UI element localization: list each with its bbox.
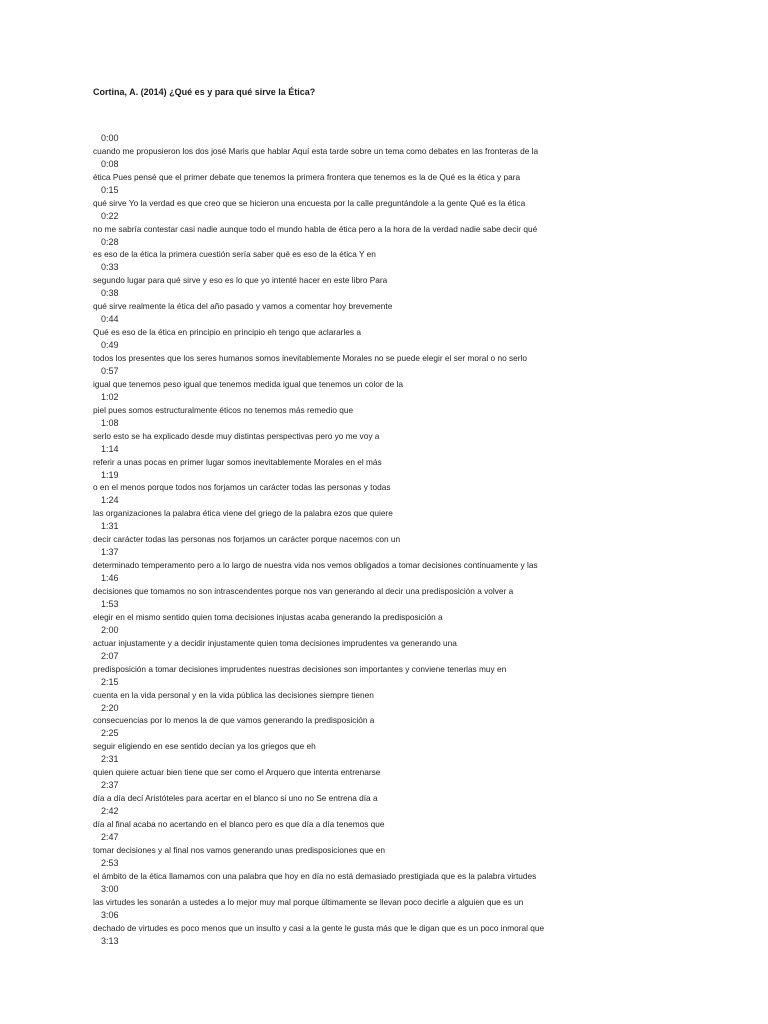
timestamp: 2:25 bbox=[101, 728, 119, 739]
transcript-entry bbox=[93, 805, 733, 831]
timestamp: 0:22 bbox=[101, 210, 119, 221]
transcript-entry bbox=[93, 779, 733, 805]
transcript bbox=[93, 132, 733, 961]
transcript-entry bbox=[93, 598, 733, 624]
timestamp: 1:02 bbox=[101, 391, 119, 402]
transcript-line: tomar decisiones y al final nos vamos generando unas predisposiciones que en bbox=[93, 844, 385, 855]
timestamp: 0:57 bbox=[101, 366, 119, 377]
transcript-line: cuenta en la vida personal y en la vida pública las decisiones siempre tienen bbox=[93, 689, 374, 700]
timestamp: 1:46 bbox=[101, 573, 119, 584]
timestamp: 1:31 bbox=[101, 521, 119, 532]
transcript-entry bbox=[93, 158, 733, 184]
transcript-line: actuar injustamente y a decidir injustamente quien toma decisiones imprudentes va generando una bbox=[93, 637, 457, 648]
transcript-line: qué sirve realmente la ética del año pasado y vamos a comentar hoy brevemente bbox=[93, 301, 393, 312]
transcript-entry bbox=[93, 624, 733, 650]
transcript-entry bbox=[93, 572, 733, 598]
transcript-entry bbox=[93, 313, 733, 339]
transcript-line: el ámbito de la ética llamamos con una palabra que hoy en día no está demasiado prestigiada que es la palabra virtudes bbox=[93, 870, 537, 881]
transcript-line: las organizaciones la palabra ética viene del griego de la palabra ezos que quiere bbox=[93, 508, 393, 519]
timestamp: 3:06 bbox=[101, 909, 119, 920]
transcript-entry bbox=[93, 520, 733, 546]
transcript-entry bbox=[93, 391, 733, 417]
timestamp: 2:07 bbox=[101, 650, 119, 661]
transcript-line: no me sabría contestar casi nadie aunque todo el mundo habla de ética pero a la hora de la verdad nadie sabe decir qué bbox=[93, 223, 538, 234]
timestamp: 2:20 bbox=[101, 702, 119, 713]
timestamp: 0:00 bbox=[101, 133, 119, 143]
timestamp: 0:44 bbox=[101, 314, 119, 325]
timestamp: 2:47 bbox=[101, 832, 119, 843]
timestamp: 2:37 bbox=[101, 780, 119, 791]
transcript-entry bbox=[93, 546, 733, 572]
transcript-line: Qué es eso de la ética en principio en principio eh tengo que aclararles a bbox=[93, 327, 361, 338]
transcript-line: seguir eligiendo en ese sentido decían ya los griegos que eh bbox=[93, 741, 316, 752]
timestamp: 2:31 bbox=[101, 754, 119, 765]
transcript-line: elegir en el mismo sentido quien toma decisiones injustas acaba generando la predisposición a bbox=[93, 611, 443, 622]
transcript-entry bbox=[93, 132, 733, 158]
transcript-line: cuando me propusieron los dos josé Maris que hablar Aquí esta tarde sobre un tema como debates en las fronteras de la bbox=[93, 145, 539, 156]
transcript-entry bbox=[93, 365, 733, 391]
transcript-entry bbox=[93, 236, 733, 262]
timestamp: 1:14 bbox=[101, 443, 119, 454]
transcript-line: serlo esto se ha explicado desde muy distintas perspectivas pero yo me voy a bbox=[93, 430, 380, 441]
timestamp: 0:28 bbox=[101, 236, 119, 247]
timestamp: 0:49 bbox=[101, 340, 119, 351]
transcript-entry bbox=[93, 469, 733, 495]
transcript-entry bbox=[93, 753, 733, 779]
transcript-line: referir a unas pocas en primer lugar somos inevitablemente Morales en el más bbox=[93, 456, 382, 467]
timestamp: 0:15 bbox=[101, 184, 119, 195]
transcript-line: determinado temperamento pero a lo largo de nuestra vida nos vemos obligados a tomar decisiones continuamente y las bbox=[93, 560, 538, 571]
timestamp: 1:37 bbox=[101, 547, 119, 558]
transcript-entry bbox=[93, 650, 733, 676]
transcript-line: dechado de virtudes es poco menos que un insulto y casi a la gente le gusta más que le digan que es un poco inmoral que bbox=[93, 922, 545, 933]
transcript-entry bbox=[93, 287, 733, 313]
transcript-entry bbox=[93, 443, 733, 469]
timestamp: 0:33 bbox=[101, 262, 119, 273]
transcript-entry bbox=[93, 935, 733, 961]
timestamp: 2:00 bbox=[101, 624, 119, 635]
transcript-entry bbox=[93, 831, 733, 857]
transcript-entry bbox=[93, 339, 733, 365]
transcript-entry bbox=[93, 417, 733, 443]
transcript-line: día al final acaba no acertando en el blanco pero es que día a día tenemos que bbox=[93, 819, 385, 830]
transcript-line: consecuencias por lo menos la de que vamos generando la predisposición a bbox=[93, 715, 375, 726]
timestamp: 1:08 bbox=[101, 417, 119, 428]
timestamp: 0:08 bbox=[101, 158, 119, 169]
timestamp: 2:42 bbox=[101, 806, 119, 817]
timestamp: 3:13 bbox=[101, 935, 119, 946]
transcript-line: quien quiere actuar bien tiene que ser como el Arquero que intenta entrenarse bbox=[93, 767, 381, 778]
transcript-line: segundo lugar para qué sirve y eso es lo que yo intenté hacer en este libro Para bbox=[93, 275, 388, 286]
transcript-line: predisposición a tomar decisiones imprudentes nuestras decisiones son importantes y conviene tenerlas muy en bbox=[93, 663, 507, 674]
document-title: Cortina, A. (2014) ¿Qué es y para qué sirve la Ética? bbox=[93, 87, 316, 97]
transcript-entry bbox=[93, 702, 733, 728]
timestamp: 2:15 bbox=[101, 676, 119, 687]
transcript-line: las virtudes les sonarán a ustedes a lo mejor muy mal porque últimamente se llevan poco decirle a alguien que es un bbox=[93, 896, 524, 907]
transcript-line: decisiones que tomamos no son intrascendentes porque nos van generando al decir una predisposición a volver a bbox=[93, 586, 514, 597]
transcript-line: ética Pues pensé que el primer debate que tenemos la primera frontera que tenemos es la de Qué es la ética y para bbox=[93, 171, 521, 182]
timestamp: 3:00 bbox=[101, 883, 119, 894]
transcript-line: piel pues somos estructuralmente éticos no tenemos más remedio que bbox=[93, 404, 354, 415]
transcript-entry bbox=[93, 857, 733, 883]
transcript-entry bbox=[93, 261, 733, 287]
transcript-entry bbox=[93, 883, 733, 909]
transcript-line: es eso de la ética la primera cuestión sería saber qué es eso de la ética Y en bbox=[93, 249, 376, 260]
transcript-line: decir carácter todas las personas nos forjamos un carácter porque nacemos con un bbox=[93, 534, 401, 545]
transcript-line: igual que tenemos peso igual que tenemos medida igual que tenemos un color de la bbox=[93, 378, 403, 389]
transcript-entry bbox=[93, 909, 733, 935]
transcript-entry bbox=[93, 727, 733, 753]
transcript-entry bbox=[93, 184, 733, 210]
transcript-line: o en el menos porque todos nos forjamos un carácter todas las personas y todas bbox=[93, 482, 391, 493]
timestamp: 2:53 bbox=[101, 857, 119, 868]
timestamp: 0:38 bbox=[101, 288, 119, 299]
transcript-entry bbox=[93, 676, 733, 702]
transcript-line: todos los presentes que los seres humanos somos inevitablemente Morales no se puede elegir el ser moral o no serlo bbox=[93, 353, 527, 364]
transcript-line: día a día decí Aristóteles para acertar en el blanco si uno no Se entrena día a bbox=[93, 793, 378, 804]
timestamp: 1:53 bbox=[101, 599, 119, 610]
timestamp: 1:24 bbox=[101, 495, 119, 506]
transcript-entry bbox=[93, 210, 733, 236]
transcript-line: qué sirve Yo la verdad es que creo que se hicieron una encuesta por la calle preguntándole a la gente Qué es la ética bbox=[93, 197, 526, 208]
transcript-entry bbox=[93, 494, 733, 520]
timestamp: 1:19 bbox=[101, 469, 119, 480]
